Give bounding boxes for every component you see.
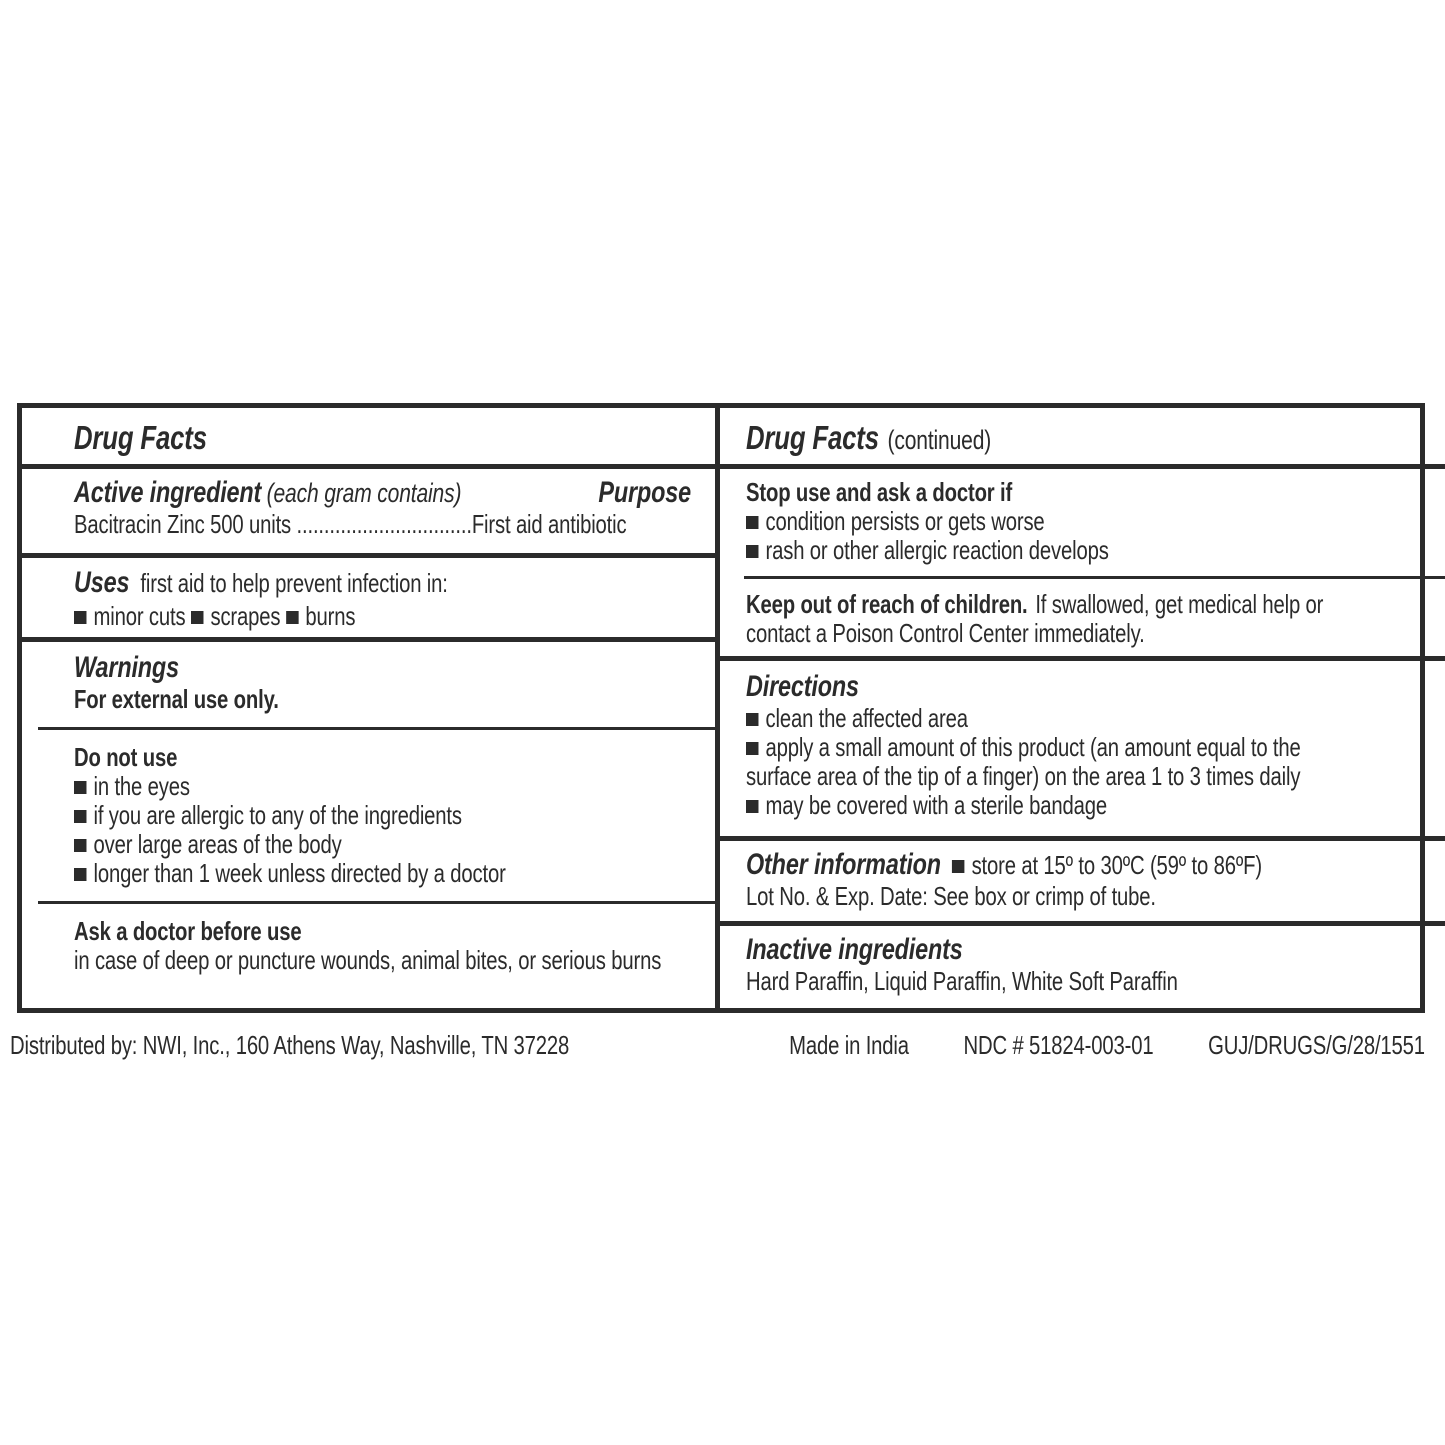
other-information-heading: Other information <box>746 848 941 881</box>
uses-heading: Uses <box>74 566 130 599</box>
inactive-ingredients-heading: Inactive ingredients <box>746 933 963 966</box>
section-uses <box>22 558 715 642</box>
section-warnings <box>22 642 715 1008</box>
stop-use-bullet: rash or other allergic reaction develops <box>746 536 1445 565</box>
bullet-square-icon <box>746 516 758 529</box>
continued-label: (continued) <box>887 425 992 455</box>
uses-bullet: burns <box>305 601 356 631</box>
bullet-square-icon <box>74 868 86 881</box>
distributed-by-text: Distributed by: NWI, Inc., 160 Athens Way, Nashville, TN 37228 <box>10 1030 570 1060</box>
active-ingredient-qualifier: (each gram contains) <box>266 478 462 508</box>
do-not-use-bullet: over large areas of the body <box>74 830 691 859</box>
ndc-number: NDC # 51824-003-01 <box>963 1030 1154 1060</box>
right-column <box>720 408 1445 1008</box>
ask-doctor-text: in case of deep or puncture wounds, animal bites, or serious burns <box>74 945 662 975</box>
section-directions <box>720 661 1445 841</box>
section-active-ingredient <box>22 469 715 558</box>
made-in-text: Made in India <box>789 1030 909 1060</box>
bullet-square-icon <box>746 713 758 726</box>
bullet-square-icon <box>74 839 86 852</box>
keep-out-of-reach-text: Keep out of reach of children. If swallowed, get medical help or contact a Poison Control Center immediately. <box>746 589 1324 648</box>
ask-doctor-heading: Ask a doctor before use <box>74 916 302 946</box>
drug-facts-continued-title: Drug Facts (continued) <box>746 419 992 456</box>
bullet-square-icon <box>952 860 964 873</box>
storage-text: store at 15º to 30ºC (59º to 86ºF) <box>971 850 1262 880</box>
bullet-square-icon <box>74 781 86 794</box>
stop-use-bullet: condition persists or gets worse <box>746 507 1445 536</box>
uses-text: first aid to help prevent infection in: <box>140 568 448 598</box>
footer-line <box>10 1030 1425 1060</box>
lot-exp-text: Lot No. & Exp. Date: See box or crimp of tube. <box>746 881 1156 911</box>
stop-use-heading: Stop use and ask a doctor if <box>746 477 1013 507</box>
bullet-square-icon <box>746 545 758 558</box>
do-not-use-bullet: in the eyes <box>74 772 691 801</box>
active-ingredient-heading: Active ingredient <box>74 476 262 509</box>
warnings-heading: Warnings <box>74 651 179 684</box>
right-title-row <box>720 408 1445 469</box>
do-not-use-heading: Do not use <box>74 742 178 772</box>
uses-bullet: scrapes <box>210 601 281 631</box>
uses-bullet-line <box>74 602 691 631</box>
bullet-square-icon <box>191 611 203 624</box>
drug-facts-title: Drug Facts <box>74 419 207 456</box>
directions-bullet: apply a small amount of this product (an amount equal to the surface area of the tip of a finger) on the area 1 to 3 times daily <box>746 732 1301 791</box>
external-use-text: For external use only. <box>74 684 279 714</box>
directions-bullet: clean the affected area <box>746 704 1445 733</box>
divider-rule <box>38 901 719 904</box>
section-stop-use <box>720 469 1445 661</box>
section-other-information <box>720 841 1445 926</box>
bullet-square-icon <box>746 800 758 813</box>
inactive-ingredients-text: Hard Paraffin, Liquid Paraffin, White Soft Paraffin <box>746 966 1178 996</box>
divider-rule <box>38 727 719 730</box>
other-information-line <box>746 848 1445 882</box>
bullet-square-icon <box>74 611 86 624</box>
uses-heading-line <box>74 566 691 600</box>
registration-code: GUJ/DRUGS/G/28/1551 <box>1208 1030 1425 1060</box>
do-not-use-bullet: longer than 1 week unless directed by a doctor <box>74 859 691 888</box>
directions-bullet: may be covered with a sterile bandage <box>746 791 1445 820</box>
keep-out-heading: Keep out of reach of children. <box>746 589 1028 619</box>
directions-heading: Directions <box>746 670 859 703</box>
bullet-square-icon <box>746 742 758 755</box>
do-not-use-bullet: if you are allergic to any of the ingredients <box>74 801 691 830</box>
bullet-square-icon <box>286 611 298 624</box>
purpose-heading: Purpose <box>598 476 691 509</box>
active-ingredient-heading-line <box>74 476 691 510</box>
active-ingredient-value-line: Bacitracin Zinc 500 units ................................First aid antibiotic <box>74 509 627 539</box>
bullet-square-icon <box>74 810 86 823</box>
uses-bullet: minor cuts <box>93 601 186 631</box>
left-title-row <box>22 408 715 469</box>
drug-facts-panel <box>17 403 1425 1013</box>
divider-rule <box>744 576 1445 579</box>
section-inactive-ingredients <box>720 926 1445 1008</box>
left-column <box>22 408 720 1008</box>
